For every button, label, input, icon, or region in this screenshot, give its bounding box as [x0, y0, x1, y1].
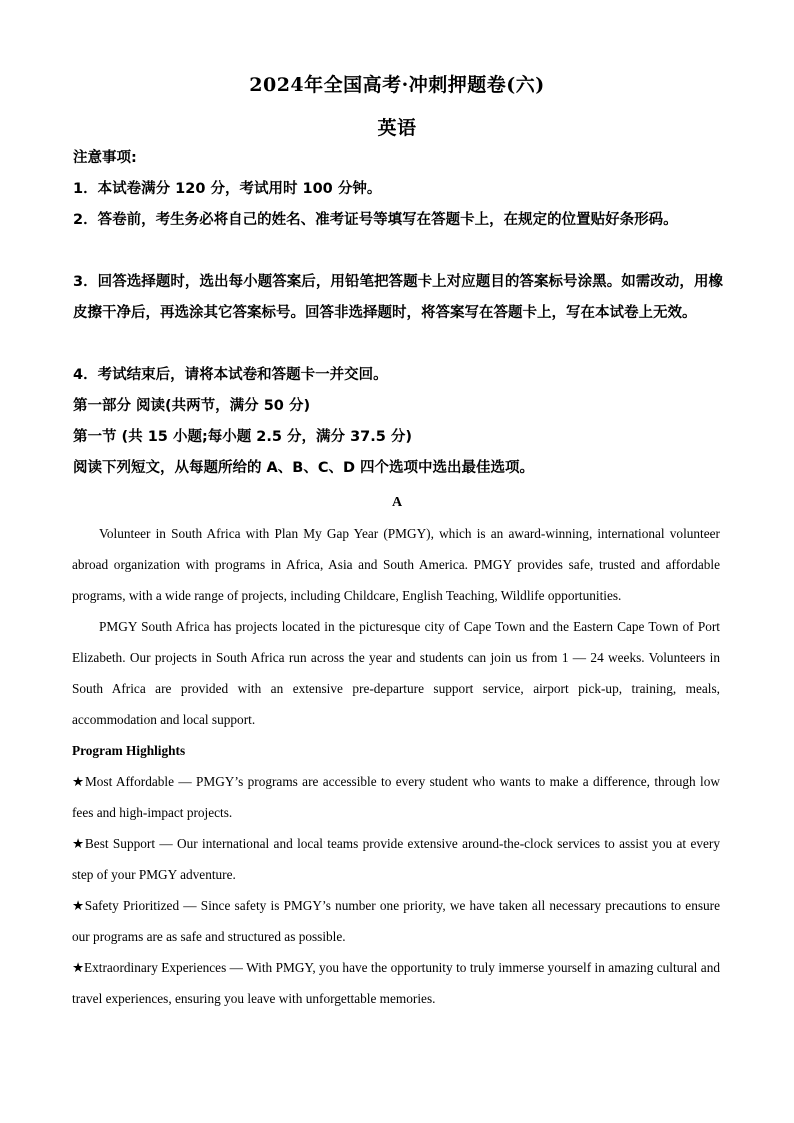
- highlight-item: ★Extraordinary Experiences — With PMGY, you have the opportunity to truly immerse yourself in amazing cultural and travel experiences, ensuring you leave with unforgettable memories.: [72, 960, 720, 1006]
- notice-item-1: 1．本试卷满分 120 分，考试用时 100 分钟。: [73, 181, 382, 197]
- reading-instruction: 阅读下列短文，从每题所给的 A、B、C、D 四个选项中选出最佳选项。: [73, 460, 535, 476]
- notice-item-2: 2．答卷前，考生务必将自己的姓名、准考证号等填写在答题卡上，在规定的位置贴好条形码。: [73, 212, 678, 228]
- highlight-item: ★Safety Prioritized — Since safety is PMGY’s number one priority, we have taken all necessary precautions to ensure our programs are as safe and structured as possible.: [72, 898, 720, 944]
- notice-item-4: 4．考试结束后，请将本试卷和答题卡一并交回。: [73, 367, 388, 383]
- section-one-title: 第一节 (共 15 小题;每小题 2.5 分，满分 37.5 分): [73, 429, 413, 445]
- highlight-item: ★Most Affordable — PMGY’s programs are accessible to every student who wants to make a difference, through low fees and high-impact projects.: [72, 774, 720, 820]
- notice-item-3: 3．回答选择题时，选出每小题答案后，用铅笔把答题卡上对应题目的答案标号涂黑。如需改动，用橡皮擦干净后，再选涂其它答案标号。回答非选择题时，将答案写在答题卡上，写在本试卷上无效。: [73, 274, 723, 321]
- subject-title: 英语: [377, 117, 417, 139]
- passage-paragraph: Volunteer in South Africa with Plan My Gap Year (PMGY), which is an award-winning, international volunteer abroad organization with programs in Africa, Asia and South America. PMGY provides safe, trusted and affordable programs, with a wide range of projects, including Childcare, English Teaching, Wildlife opportunities.: [72, 526, 720, 603]
- part-one-title: 第一部分 阅读(共两节，满分 50 分): [73, 398, 311, 414]
- highlight-item: ★Best Support — Our international and local teams provide extensive around-the-clock services to assist you at every step of your PMGY adventure.: [72, 836, 720, 882]
- passage-paragraph: PMGY South Africa has projects located in the picturesque city of Cape Town and the Eastern Cape Town of Port Elizabeth. Our projects in South Africa run across the year and students can join us from 1 — 24 weeks. Volunteers in South Africa are provided with an extensive pre-departure support service, airport pick-up, training, meals, accommodation and local support.: [72, 619, 720, 727]
- passage-letter: A: [391, 495, 403, 510]
- exam-title: 2024年全国高考·冲刺押题卷(六): [249, 74, 545, 96]
- notice-heading: 注意事项:: [73, 150, 137, 166]
- highlights-heading: Program Highlights: [72, 743, 186, 758]
